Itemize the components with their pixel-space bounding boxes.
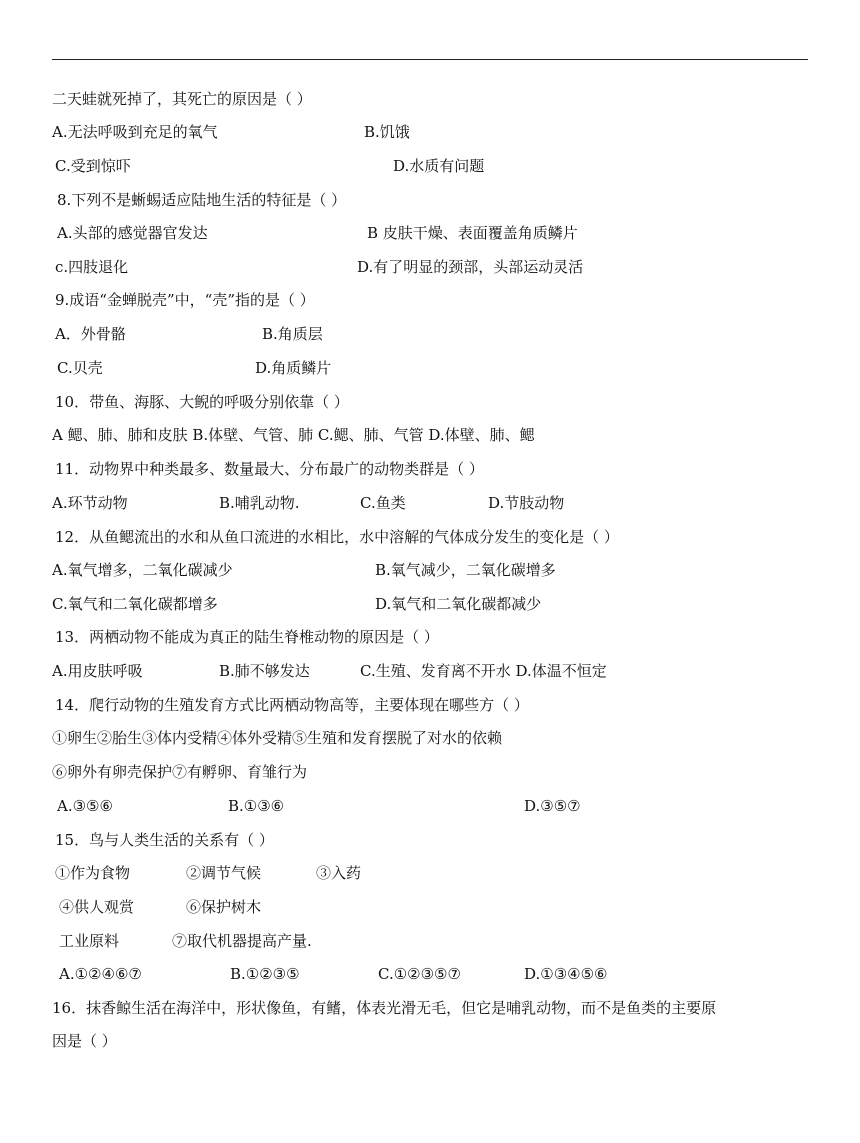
option-text: B.角质层: [262, 325, 323, 343]
question-text: 8.下列不是蜥蜴适应陆地生活的特征是（ ）: [57, 191, 347, 209]
question-text: A 鳃、肺、肺和皮肤 B.体壁、气管、肺 C.鳃、肺、气管 D.体壁、肺、鳃: [52, 426, 535, 444]
header-rule: [52, 59, 808, 60]
option-text: A.③⑤⑥: [57, 797, 113, 815]
option-text: ②调节气候: [186, 864, 262, 882]
question-text: 14．爬行动物的生殖发育方式比两栖动物高等，主要体现在哪些方（ ）: [55, 696, 529, 714]
question-text: 12．从鱼鳃流出的水和从鱼口流进的水相比，水中溶解的气体成分发生的变化是（ ）: [55, 528, 619, 546]
option-text: A.用皮肤呼吸: [52, 662, 143, 680]
option-text: 工业原料: [59, 932, 120, 950]
option-text: A．外骨骼: [55, 325, 126, 343]
question-text: 16．抹香鲸生活在海洋中，形状像鱼，有鳍，体表光滑无毛，但它是哺乳动物，而不是鱼类的主要原: [52, 999, 717, 1017]
option-text: C.鱼类: [360, 494, 406, 512]
option-text: D.③⑤⑦: [524, 797, 581, 815]
option-text: D.氧气和二氧化碳都减少: [375, 595, 542, 613]
option-text: D.水质有问题: [393, 157, 485, 175]
option-text: ③入药: [316, 864, 362, 882]
option-text: B.饥饿: [364, 123, 410, 141]
question-text: 11．动物界中种类最多、数量最大、分布最广的动物类群是（ ）: [55, 460, 484, 478]
option-text: ⑦取代机器提高产量.: [172, 932, 312, 950]
option-text: B.①②③⑤: [230, 965, 300, 983]
option-text: C.生殖、发育离不开水 D.体温不恒定: [360, 662, 607, 680]
option-text: C.受到惊吓: [55, 157, 131, 175]
option-text: ①作为食物: [55, 864, 131, 882]
option-text: B.氧气减少，二氧化碳增多: [375, 561, 556, 579]
option-text: B.哺乳动物.: [219, 494, 300, 512]
option-text: C.贝壳: [57, 359, 103, 377]
option-text: A.头部的感觉器官发达: [57, 224, 208, 242]
question-text: 15．鸟与人类生活的关系有（ ）: [55, 831, 274, 849]
option-text: C.氧气和二氧化碳都增多: [52, 595, 218, 613]
option-text: A.环节动物: [52, 494, 128, 512]
option-text: D.角质鳞片: [255, 359, 332, 377]
question-text: 因是（ ）: [52, 1032, 117, 1050]
option-text: B.①③⑥: [228, 797, 285, 815]
option-text: ④供人观赏: [59, 898, 135, 916]
question-text: 13．两栖动物不能成为真正的陆生脊椎动物的原因是（ ）: [55, 628, 439, 646]
option-text: D.有了明显的颈部，头部运动灵活: [357, 258, 584, 276]
option-text: D.节肢动物: [488, 494, 565, 512]
option-text: D.①③④⑤⑥: [524, 965, 608, 983]
option-text: A.氧气增多，二氧化碳减少: [52, 561, 233, 579]
question-text: 10．带鱼、海豚、大鲵的呼吸分别依靠（ ）: [55, 393, 349, 411]
option-text: B 皮肤干燥、表面覆盖角质鳞片: [367, 224, 578, 242]
question-text: 二天蛙就死掉了，其死亡的原因是（ ）: [52, 90, 312, 108]
question-text: ⑥卵外有卵壳保护⑦有孵卵、育雏行为: [52, 763, 308, 781]
option-text: C.①②③⑤⑦: [378, 965, 461, 983]
question-text: 9.成语“金蝉脱壳”中，“壳”指的是（ ）: [55, 291, 315, 309]
option-text: A.①②④⑥⑦: [59, 965, 142, 983]
option-text: A.无法呼吸到充足的氧气: [52, 123, 218, 141]
option-text: B.肺不够发达: [219, 662, 310, 680]
question-text: ①卵生②胎生③体内受精④体外受精⑤生殖和发育摆脱了对水的依赖: [52, 729, 503, 747]
option-text: ⑥保护树木: [186, 898, 262, 916]
option-text: c.四肢退化: [55, 258, 129, 276]
